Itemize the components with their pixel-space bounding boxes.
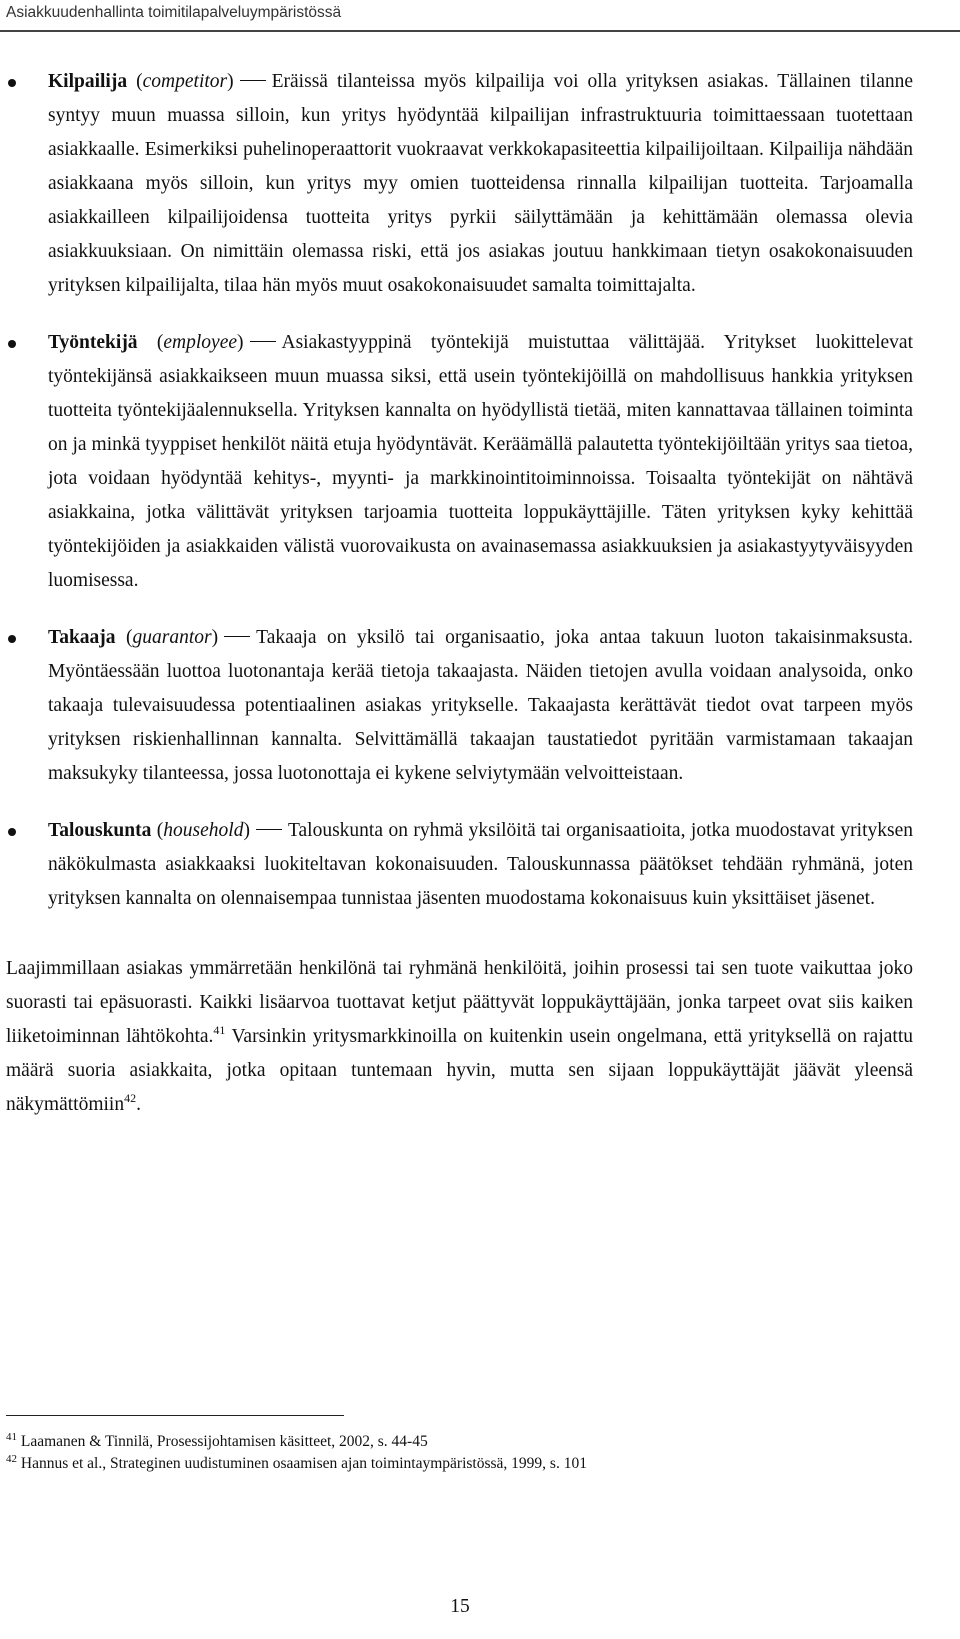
bullet-icon bbox=[8, 635, 16, 643]
footnote-number: 41 bbox=[6, 1431, 17, 1443]
dash-separator bbox=[256, 829, 282, 830]
footnote-divider bbox=[6, 1415, 344, 1416]
body-text bbox=[6, 65, 913, 1142]
english-term: employee bbox=[163, 332, 238, 353]
conclusion-text-2: Varsinkin yritysmarkkinoilla on kuitenkin usein ongelmana, että yrityksellä on rajattu määrä suoria asiakkaita, jotka opitaan tuntemaan hyvin, mutta sen sijaan loppukäyttäjät jäävät yleensä näkymättömiin bbox=[6, 1026, 913, 1115]
page-number: 15 bbox=[450, 1596, 470, 1617]
dash-separator bbox=[250, 341, 276, 342]
close-paren: ) bbox=[237, 332, 244, 353]
term-description: Asiakastyyppinä työntekijä muistuttaa välittäjää. Yritykset luokittelevat työntekijänsä asiakkaikseen muun muassa siksi, että usein työntekijöillä on mahdollisuus hankkia yrityksen tuotteita työntekijäalennuksella. Yrityksen kannalta on hyödyllistä tietää, miten kannattavaa tällainen toiminta on ja minkä tyyppiset henkilöt näitä etuja hyödyntävät. Keräämällä palautetta työntekijöiltään yritys saa tietoa, jota voidaan hyödyntää kehitys-, myynti- ja markkinointitoiminnoissa. Toisaalta työntekijät on nähtävä asiakkaina, jotka välittävät yrityksen tarjoamia tuotteita loppukäyttäjille. Täten yrityksen kyky kehittää työntekijöiden ja asiakkaiden välistä vuorovaikusta on avainasemassa asiakkuuksien ja asiakastyytyväisyyden luomisessa. bbox=[48, 332, 913, 591]
footnote-ref-42[interactable]: 42 bbox=[124, 1091, 137, 1105]
conclusion-paragraph bbox=[6, 952, 913, 1122]
term-description: Eräissä tilanteissa myös kilpailija voi olla yrityksen asiakas. Tällainen tilanne syntyy muun muassa silloin, kun yritys hyödyntää kilpailijan infrastruktuuria toimittaessaan tuotettaan asiakkaalle. Esimerkiksi puhelinoperaattorit vuokraavat verkkokapasiteettia kilpailijoiltaan. Kilpailija nähdään asiakkaana myös silloin, kun yritys myy omien tuotteidensa rinnalla kilpailijan tuotteita. Tarjoamalla asiakkailleen kilpailijoidensa tuotteita yritys pyrkii säilyttämään ja kehittämään olemassa olevia asiakkuuksiaan. On nimittäin olemassa riski, että jos asiakas joutuu hankkimaan tietyn osakokonaisuuden yrityksen kilpailijalta, tilaa hän myös muut osakokonaisuudet samalta toimittajalta. bbox=[48, 71, 913, 296]
footnote-number: 42 bbox=[6, 1453, 17, 1465]
footnote-41 bbox=[6, 1431, 906, 1453]
english-term: household bbox=[163, 820, 244, 841]
bullet-icon bbox=[8, 79, 16, 87]
term-description: Takaaja on yksilö tai organisaatio, joka antaa takuun luoton takaisinmaksusta. Myöntäessään luottoa luotonantaja kerää tietoja takaajasta. Näiden tietojen avulla voidaan analysoida, onko takaaja tulevaisuudessa potentiaalinen asiakas yritykselle. Takaajasta kerättävät tiedot ovat tarpeen myös yrityksen riskienhallinnan kannalta. Selvittämällä takaajan taustatiedot pyritään varmistamaan takaajan maksukyky tilanteessa, jossa luotonottaja ei kykene selviytymään velvoitteistaan. bbox=[48, 627, 913, 784]
footnote-text: Hannus et al., Strateginen uudistuminen osaamisen ajan toimintaympäristössä, 1999, s. 101 bbox=[17, 1455, 587, 1472]
bullet-item-guarantor bbox=[6, 621, 913, 791]
open-paren: ( bbox=[115, 627, 133, 648]
open-paren: ( bbox=[127, 71, 143, 92]
close-paren: ) bbox=[243, 820, 250, 841]
bullet-item-household bbox=[6, 814, 913, 916]
running-header bbox=[0, 0, 960, 32]
footnote-42 bbox=[6, 1453, 906, 1475]
footnote-text: Laamanen & Tinnilä, Prosessijohtamisen käsitteet, 2002, s. 44-45 bbox=[17, 1433, 428, 1450]
term-heading: Työntekijä bbox=[48, 332, 138, 353]
term-heading: Takaaja bbox=[48, 627, 116, 648]
term-heading: Kilpailija bbox=[48, 71, 128, 92]
bullet-item-competitor bbox=[6, 65, 913, 303]
open-paren: ( bbox=[151, 820, 164, 841]
conclusion-text-3: . bbox=[136, 1094, 141, 1115]
dash-separator bbox=[224, 636, 250, 637]
bullet-icon bbox=[8, 340, 16, 348]
close-paren: ) bbox=[211, 627, 219, 648]
term-description: Talouskunta on ryhmä yksilöitä tai organisaatioita, jotka muodostavat yrityksen näkökulmasta asiakkaaksi luokiteltavan kokonaisuuden. Talouskunnassa päätökset tehdään ryhmänä, joten yrityksen kannalta on olennaisempaa tunnistaa jäsenten muodostama kokonaisuus kuin yksittäiset jäsenet. bbox=[48, 820, 913, 909]
dash-separator bbox=[240, 80, 266, 81]
running-header-title: Asiakkuudenhallinta toimitilapalveluympäristössä bbox=[6, 4, 342, 21]
term-heading: Talouskunta bbox=[48, 820, 152, 841]
english-term: competitor bbox=[142, 71, 228, 92]
english-term: guarantor bbox=[132, 627, 212, 648]
open-paren: ( bbox=[137, 332, 164, 353]
footnotes bbox=[6, 1431, 906, 1475]
bullet-item-employee bbox=[6, 326, 913, 598]
footnote-ref-41[interactable]: 41 bbox=[213, 1023, 226, 1037]
close-paren: ) bbox=[227, 71, 234, 92]
conclusion-text-1: Laajimmillaan asiakas ymmärretään henkilönä tai ryhmänä henkilöitä, joihin prosessi tai sen tuote vaikuttaa joko suorasti tai epäsuorasti. Kaikki lisäarvoa tuottavat ketjut päättyvät loppukäyttäjään, jonka tarpeet ovat siis kaiken liiketoiminnan lähtökohta. bbox=[6, 958, 913, 1047]
bullet-icon bbox=[8, 828, 16, 836]
